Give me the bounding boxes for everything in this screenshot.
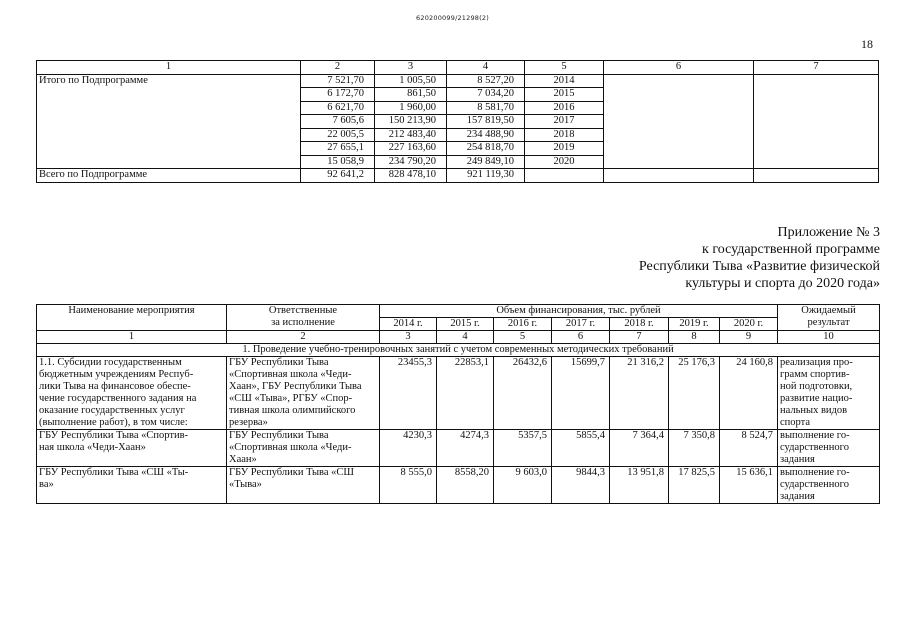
text-line: Хаан» xyxy=(229,454,257,465)
table-cell: 8 581,70 xyxy=(447,101,525,115)
text-line: «Спортивная школа «Чеди- xyxy=(229,442,352,453)
year-header: 2017 г. xyxy=(552,318,610,331)
value-cell: 26432,6 xyxy=(494,357,552,430)
value-cell: 5855,4 xyxy=(552,430,610,467)
col-number: 1 xyxy=(37,331,227,344)
table-cell: 254 818,70 xyxy=(447,142,525,156)
text-line: выполнение го- xyxy=(780,467,850,478)
text-line: задания xyxy=(780,454,815,465)
table-cell xyxy=(604,142,754,156)
table-row xyxy=(37,74,879,88)
section-row xyxy=(37,344,880,357)
value-cell: 25 176,3 xyxy=(669,357,720,430)
table-cell: 249 849,10 xyxy=(447,155,525,169)
table-cell xyxy=(754,88,879,102)
value-cell: 15 636,1 xyxy=(720,467,778,504)
text-line: ной подготовки, xyxy=(780,381,853,392)
table-cell: 22 005,5 xyxy=(301,128,375,142)
text-line: нальных видов xyxy=(780,405,848,416)
table-header-row xyxy=(37,61,879,75)
row-responsible xyxy=(227,467,380,504)
table-cell xyxy=(604,101,754,115)
header-name: Наименование мероприятия xyxy=(37,305,227,331)
col-number: 6 xyxy=(552,331,610,344)
col-header: 4 xyxy=(447,61,525,75)
table-cell: 227 163,60 xyxy=(375,142,447,156)
row-name xyxy=(37,467,227,504)
table-cell xyxy=(754,128,879,142)
col-number: 3 xyxy=(380,331,437,344)
value-cell: 7 350,8 xyxy=(669,430,720,467)
year-header: 2018 г. xyxy=(610,318,669,331)
header-funding: Объем финансирования, тыс. рублей xyxy=(380,305,778,318)
value-cell: 8 555,0 xyxy=(380,467,437,504)
row-name xyxy=(37,357,227,430)
table-row xyxy=(37,128,879,142)
table-cell xyxy=(754,74,879,88)
appendix-line: к государственной программе xyxy=(702,242,880,257)
year-header: 2015 г. xyxy=(437,318,494,331)
table-cell xyxy=(604,128,754,142)
text-line: (выполнение работ), в том числе: xyxy=(39,417,188,428)
table-cell xyxy=(37,142,301,156)
year-header: 2014 г. xyxy=(380,318,437,331)
text-line: развитие нацио- xyxy=(780,393,853,404)
table-row xyxy=(37,142,879,156)
col-number: 8 xyxy=(669,331,720,344)
table-cell xyxy=(604,88,754,102)
row-result xyxy=(778,430,880,467)
table-cell: 828 478,10 xyxy=(375,169,447,183)
value-cell: 13 951,8 xyxy=(610,467,669,504)
table-cell: 15 058,9 xyxy=(301,155,375,169)
row-result xyxy=(778,357,880,430)
text-line: грамм спортив- xyxy=(780,369,850,380)
header-result xyxy=(778,305,880,331)
table-cell: 234 790,20 xyxy=(375,155,447,169)
text-line: спорта xyxy=(780,417,811,428)
header-line: результат xyxy=(807,317,850,328)
text-line: выполнение го- xyxy=(780,430,850,441)
value-cell: 17 825,5 xyxy=(669,467,720,504)
appendix-line: Приложение № 3 xyxy=(777,225,880,240)
value-cell: 23455,3 xyxy=(380,357,437,430)
table-cell: 1 960,00 xyxy=(375,101,447,115)
table-cell xyxy=(754,101,879,115)
col-header: 2 xyxy=(301,61,375,75)
table-cell: 2015 xyxy=(525,88,604,102)
document-id: 620200099/21298(2) xyxy=(416,14,489,22)
row-responsible xyxy=(227,357,380,430)
text-line: ГБУ Республики Тыва «СШ «Ты- xyxy=(39,467,189,478)
table-cell: 6 621,70 xyxy=(301,101,375,115)
table-cell: 1 005,50 xyxy=(375,74,447,88)
table-cell: 2019 xyxy=(525,142,604,156)
value-cell: 8 524,7 xyxy=(720,430,778,467)
table-cell: 234 488,90 xyxy=(447,128,525,142)
text-line: сударственного xyxy=(780,442,849,453)
table-row xyxy=(37,88,879,102)
text-line: ГБУ Республики Тыва xyxy=(229,357,329,368)
table-cell xyxy=(754,169,879,183)
table-cell xyxy=(37,115,301,129)
table-cell: 6 172,70 xyxy=(301,88,375,102)
table-cell: 157 819,50 xyxy=(447,115,525,129)
text-line: ГБУ Республики Тыва xyxy=(229,430,329,441)
row-result xyxy=(778,467,880,504)
text-line: тивная школа олимпийского xyxy=(229,405,356,416)
text-line: «СШ «Тыва», РГБУ «Спор- xyxy=(229,393,353,404)
text-line: бюджетным учреждениям Респуб- xyxy=(39,369,194,380)
table-cell xyxy=(754,115,879,129)
appendix-line: культуры и спорта до 2020 года» xyxy=(685,276,880,291)
value-cell: 24 160,8 xyxy=(720,357,778,430)
text-line: ГБУ Республики Тыва «Спортив- xyxy=(39,430,189,441)
table-cell: 212 483,40 xyxy=(375,128,447,142)
table-cell: 92 641,2 xyxy=(301,169,375,183)
appendix-heading xyxy=(560,224,880,292)
top-summary-table xyxy=(36,60,879,183)
table-row xyxy=(37,467,880,504)
text-line: реализация про- xyxy=(780,357,853,368)
table-cell: 921 119,30 xyxy=(447,169,525,183)
text-line: ва» xyxy=(39,479,54,490)
table-cell xyxy=(604,155,754,169)
column-number-row xyxy=(37,331,880,344)
header-line: Ожидаемый xyxy=(801,305,856,316)
text-line: чение государственного задания на xyxy=(39,393,197,404)
value-cell: 4230,3 xyxy=(380,430,437,467)
table-cell: 861,50 xyxy=(375,88,447,102)
table-cell: 8 527,20 xyxy=(447,74,525,88)
value-cell: 22853,1 xyxy=(437,357,494,430)
text-line: сударственного xyxy=(780,479,849,490)
table-cell xyxy=(604,74,754,88)
text-line: «Спортивная школа «Чеди- xyxy=(229,369,352,380)
table-cell: 2014 xyxy=(525,74,604,88)
appendix-line: Республики Тыва «Развитие физической xyxy=(638,259,880,274)
col-header: 3 xyxy=(375,61,447,75)
row-name xyxy=(37,430,227,467)
col-number: 5 xyxy=(494,331,552,344)
funding-table xyxy=(36,304,880,504)
value-cell: 8558,20 xyxy=(437,467,494,504)
text-line: лики Тыва на финансовое обеспе- xyxy=(39,381,191,392)
table-cell xyxy=(525,169,604,183)
table-cell xyxy=(754,142,879,156)
table-cell xyxy=(37,101,301,115)
col-number: 2 xyxy=(227,331,380,344)
text-line: резерва» xyxy=(229,417,268,428)
text-line: задания xyxy=(780,491,815,502)
value-cell: 21 316,2 xyxy=(610,357,669,430)
table-row xyxy=(37,115,879,129)
table-row xyxy=(37,430,880,467)
value-cell: 7 364,4 xyxy=(610,430,669,467)
table-cell: 150 213,90 xyxy=(375,115,447,129)
col-header: 1 xyxy=(37,61,301,75)
header-line: за исполнение xyxy=(271,317,335,328)
total-label: Всего по Подпрограмме xyxy=(37,169,301,183)
header-line: Ответственные xyxy=(268,305,338,316)
row-responsible xyxy=(227,430,380,467)
text-line: 1.1. Субсидии государственным xyxy=(39,357,182,368)
table-cell: 2017 xyxy=(525,115,604,129)
table-cell xyxy=(37,88,301,102)
table-cell xyxy=(754,155,879,169)
value-cell: 9 603,0 xyxy=(494,467,552,504)
itogo-label: Итого по Подпрограмме xyxy=(37,74,301,88)
value-cell: 15699,7 xyxy=(552,357,610,430)
text-line: оказание государственных услуг xyxy=(39,405,185,416)
page-number: 18 xyxy=(861,37,873,51)
text-line: ГБУ Республики Тыва «СШ xyxy=(229,467,354,478)
section-title: 1. Проведение учебно-тренировочных занятий с учетом современных методических требований xyxy=(37,344,880,357)
col-number: 9 xyxy=(720,331,778,344)
table-cell: 7 605,6 xyxy=(301,115,375,129)
col-header: 5 xyxy=(525,61,604,75)
value-cell: 9844,3 xyxy=(552,467,610,504)
table-cell: 7 521,70 xyxy=(301,74,375,88)
table-total-row xyxy=(37,169,879,183)
table-cell: 7 034,20 xyxy=(447,88,525,102)
col-header: 6 xyxy=(604,61,754,75)
col-number: 4 xyxy=(437,331,494,344)
table-cell xyxy=(604,169,754,183)
col-header: 7 xyxy=(754,61,879,75)
text-line: Хаан», ГБУ Республики Тыва xyxy=(229,381,362,392)
text-line: ная школа «Чеди-Хаан» xyxy=(39,442,146,453)
table-row xyxy=(37,357,880,430)
value-cell: 4274,3 xyxy=(437,430,494,467)
value-cell: 5357,5 xyxy=(494,430,552,467)
table-cell: 2018 xyxy=(525,128,604,142)
table-row xyxy=(37,101,879,115)
col-number: 10 xyxy=(778,331,880,344)
text-line: «Тыва» xyxy=(229,479,262,490)
year-header: 2019 г. xyxy=(669,318,720,331)
table-cell xyxy=(37,128,301,142)
table-cell: 2016 xyxy=(525,101,604,115)
col-number: 7 xyxy=(610,331,669,344)
table-cell: 27 655,1 xyxy=(301,142,375,156)
table-row xyxy=(37,155,879,169)
table-cell xyxy=(604,115,754,129)
header-responsible xyxy=(227,305,380,331)
year-header: 2016 г. xyxy=(494,318,552,331)
header-row xyxy=(37,305,880,318)
table-cell xyxy=(37,155,301,169)
table-cell: 2020 xyxy=(525,155,604,169)
year-header: 2020 г. xyxy=(720,318,778,331)
